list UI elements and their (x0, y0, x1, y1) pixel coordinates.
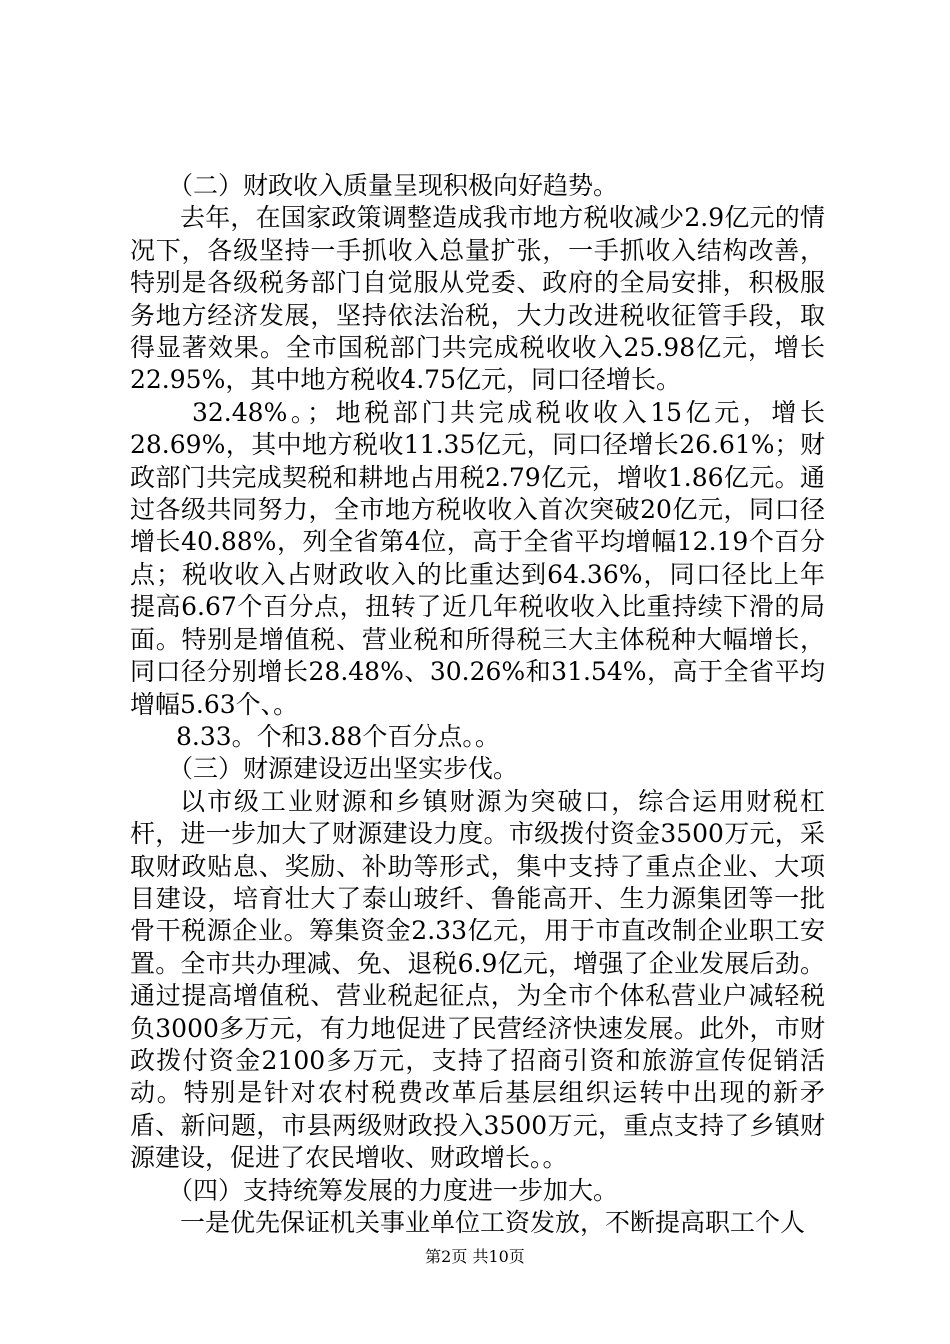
paragraph-tax-policy: 去年，在国家政策调整造成我市地方税收减少2.9亿元的情况下，各级坚持一手抓收入总量扩张，一手抓收入结构改善，特别是各级税务部门自觉服从党委、政府的全局安排，积极服务地方经济发展，坚持依法治税，大力改进税收征管手段，取得显著效果。全市国税部门共完成税收收入25.98亿元，增长22.95%，其中地方税收4.75亿元，同口径增长。 (130, 203, 825, 395)
section-heading-3: （三）财源建设迈出坚实步伐。 (168, 754, 519, 784)
paragraph-local-tax: 32.48%。；地税部门共完成税收收入15亿元，增长28.69%，其中地方税收11.35亿元，同口径增长26.61%；财政部门共完成契税和耕地占用税2.79亿元，增收1.86亿元。通过各级共同努力，全市地方税收收入首次突破20亿元，同口径增长40.88%，列全省第4位，高于全省平均增幅12.19个百分点；税收收入占财政收入的比重达到64.36%，同口径比上年提高6.67个百分点，扭转了近几年税收收入比重持续下滑的局面。特别是增值税、营业税和所得税三大主体税种大幅增长，同口径分别增长28.48%、30.26%和31.54%，高于全省平均增幅5.63个、。 (130, 397, 825, 719)
paragraph-percentage-points: 8.33。个和3.88个百分点。。 (176, 721, 500, 751)
document-body (130, 170, 825, 1239)
section-heading-4: （四）支持统筹发展的力度进一步加大。 (168, 1175, 619, 1205)
paragraph-salary-priority: 一是优先保证机关事业单位工资发放，不断提高职工个人 (180, 1208, 806, 1237)
page-footer (0, 1247, 950, 1267)
page-number-label: 第2页 共10页 (425, 1247, 525, 1266)
section-heading-2: （二）财政收入质量呈现积极向好趋势。 (168, 171, 619, 200)
paragraph-revenue-sources: 以市级工业财源和乡镇财源为突破口，综合运用财税杠杆，进一步加大了财源建设力度。市级拨付资金3500万元，采取财政贴息、奖励、补助等形式，集中支持了重点企业、大项目建设，培育壮大了泰山玻纤、鲁能高开、生力源集团等一批骨干税源企业。筹集资金2.33亿元，用于市直改制企业职工安置。全市共办理减、免、退税6.9亿元，增强了企业发展后劲。通过提高增值税、营业税起征点，为全市个体私营业户减轻税负3000多万元，有力地促进了民营经济快速发展。此外，市财政拨付资金2100多万元，支持了招商引资和旅游宣传促销活动。特别是针对农村税费改革后基层组织运转中出现的新矛盾、新问题，市县两级财政投入3500万元，重点支持了乡镇财源建设，促进了农民增收、财政增长。。 (130, 786, 825, 1173)
